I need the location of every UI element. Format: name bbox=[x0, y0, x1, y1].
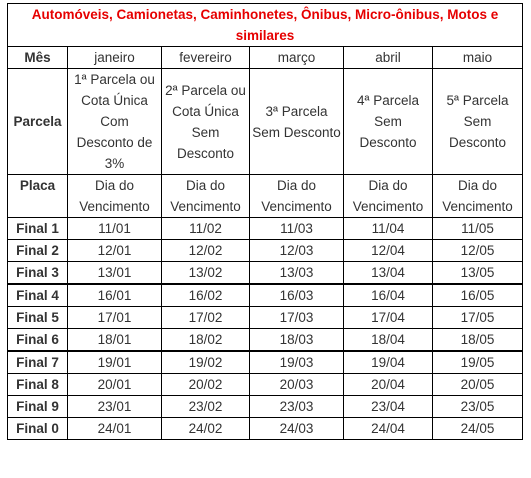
month-cell: maio bbox=[433, 47, 523, 69]
due-cell: Dia do Vencimento bbox=[68, 175, 162, 218]
due-date-cell: 11/03 bbox=[250, 218, 344, 240]
due-date-cell: 17/03 bbox=[250, 307, 344, 329]
due-cell: Dia do Vencimento bbox=[344, 175, 433, 218]
due-date-cell: 24/05 bbox=[433, 418, 523, 440]
due-date-cell: 19/05 bbox=[433, 351, 523, 374]
month-row bbox=[8, 47, 523, 69]
table-row bbox=[8, 284, 523, 307]
due-cell: Dia do Vencimento bbox=[162, 175, 250, 218]
due-date-cell: 20/02 bbox=[162, 374, 250, 396]
due-cell: Dia do Vencimento bbox=[250, 175, 344, 218]
due-date-cell: 24/03 bbox=[250, 418, 344, 440]
table-row bbox=[8, 418, 523, 440]
parcel-header: Parcela bbox=[8, 69, 68, 175]
due-date-cell: 12/04 bbox=[344, 240, 433, 262]
table-body bbox=[8, 4, 523, 440]
due-date-cell: 13/05 bbox=[433, 262, 523, 285]
due-date-cell: 16/04 bbox=[344, 284, 433, 307]
due-date-cell: 12/01 bbox=[68, 240, 162, 262]
due-date-cell: 18/02 bbox=[162, 329, 250, 352]
due-date-cell: 12/02 bbox=[162, 240, 250, 262]
due-date-cell: 20/04 bbox=[344, 374, 433, 396]
due-date-cell: 23/01 bbox=[68, 396, 162, 418]
title-row bbox=[8, 4, 523, 47]
due-date-cell: 18/05 bbox=[433, 329, 523, 352]
parcel-cell: 4ª Parcela Sem Desconto bbox=[344, 69, 433, 175]
month-cell: março bbox=[250, 47, 344, 69]
due-date-cell: 13/03 bbox=[250, 262, 344, 285]
due-date-cell: 17/04 bbox=[344, 307, 433, 329]
due-date-cell: 11/05 bbox=[433, 218, 523, 240]
due-date-cell: 24/04 bbox=[344, 418, 433, 440]
due-date-cell: 11/02 bbox=[162, 218, 250, 240]
due-date-cell: 12/03 bbox=[250, 240, 344, 262]
due-date-cell: 13/04 bbox=[344, 262, 433, 285]
due-date-cell: 23/02 bbox=[162, 396, 250, 418]
parcel-cell: 5ª Parcela Sem Desconto bbox=[433, 69, 523, 175]
due-date-cell: 20/01 bbox=[68, 374, 162, 396]
table-title: Automóveis, Camionetas, Caminhonetes, Ônibus, Micro-ônibus, Motos e similares bbox=[8, 4, 523, 47]
plate-final-label: Final 6 bbox=[8, 329, 68, 352]
plate-final-label: Final 3 bbox=[8, 262, 68, 285]
table-row bbox=[8, 307, 523, 329]
payment-schedule-table bbox=[7, 3, 523, 440]
due-date-cell: 23/03 bbox=[250, 396, 344, 418]
due-date-cell: 13/02 bbox=[162, 262, 250, 285]
due-date-cell: 17/05 bbox=[433, 307, 523, 329]
due-date-cell: 23/04 bbox=[344, 396, 433, 418]
plate-final-label: Final 2 bbox=[8, 240, 68, 262]
due-cell: Dia do Vencimento bbox=[433, 175, 523, 218]
due-date-cell: 16/01 bbox=[68, 284, 162, 307]
due-date-cell: 16/05 bbox=[433, 284, 523, 307]
plate-row bbox=[8, 175, 523, 218]
due-date-cell: 24/02 bbox=[162, 418, 250, 440]
parcel-cell: 1ª Parcela ou Cota Única Com Desconto de 3% bbox=[68, 69, 162, 175]
plate-final-label: Final 5 bbox=[8, 307, 68, 329]
plate-header: Placa bbox=[8, 175, 68, 218]
parcel-cell: 3ª Parcela Sem Desconto bbox=[250, 69, 344, 175]
plate-final-label: Final 7 bbox=[8, 351, 68, 374]
parcel-cell: 2ª Parcela ou Cota Única Sem Desconto bbox=[162, 69, 250, 175]
table-row bbox=[8, 240, 523, 262]
plate-final-label: Final 1 bbox=[8, 218, 68, 240]
due-date-cell: 12/05 bbox=[433, 240, 523, 262]
due-date-cell: 17/01 bbox=[68, 307, 162, 329]
due-date-cell: 18/03 bbox=[250, 329, 344, 352]
due-date-cell: 11/04 bbox=[344, 218, 433, 240]
month-cell: abril bbox=[344, 47, 433, 69]
due-date-cell: 20/03 bbox=[250, 374, 344, 396]
table-row bbox=[8, 396, 523, 418]
plate-final-label: Final 8 bbox=[8, 374, 68, 396]
due-date-cell: 19/03 bbox=[250, 351, 344, 374]
table-row bbox=[8, 218, 523, 240]
table-row bbox=[8, 329, 523, 352]
month-cell: fevereiro bbox=[162, 47, 250, 69]
due-date-cell: 13/01 bbox=[68, 262, 162, 285]
due-date-cell: 19/01 bbox=[68, 351, 162, 374]
table-row bbox=[8, 262, 523, 285]
due-date-cell: 19/04 bbox=[344, 351, 433, 374]
due-date-cell: 18/04 bbox=[344, 329, 433, 352]
due-date-cell: 23/05 bbox=[433, 396, 523, 418]
due-date-cell: 24/01 bbox=[68, 418, 162, 440]
schedule-container bbox=[7, 3, 522, 440]
month-header: Mês bbox=[8, 47, 68, 69]
due-date-cell: 20/05 bbox=[433, 374, 523, 396]
due-date-cell: 18/01 bbox=[68, 329, 162, 352]
due-date-cell: 16/02 bbox=[162, 284, 250, 307]
due-date-cell: 16/03 bbox=[250, 284, 344, 307]
parcel-row bbox=[8, 69, 523, 175]
plate-final-label: Final 4 bbox=[8, 284, 68, 307]
due-date-cell: 17/02 bbox=[162, 307, 250, 329]
plate-final-label: Final 0 bbox=[8, 418, 68, 440]
table-row bbox=[8, 374, 523, 396]
due-date-cell: 19/02 bbox=[162, 351, 250, 374]
table-row bbox=[8, 351, 523, 374]
plate-final-label: Final 9 bbox=[8, 396, 68, 418]
due-date-cell: 11/01 bbox=[68, 218, 162, 240]
month-cell: janeiro bbox=[68, 47, 162, 69]
